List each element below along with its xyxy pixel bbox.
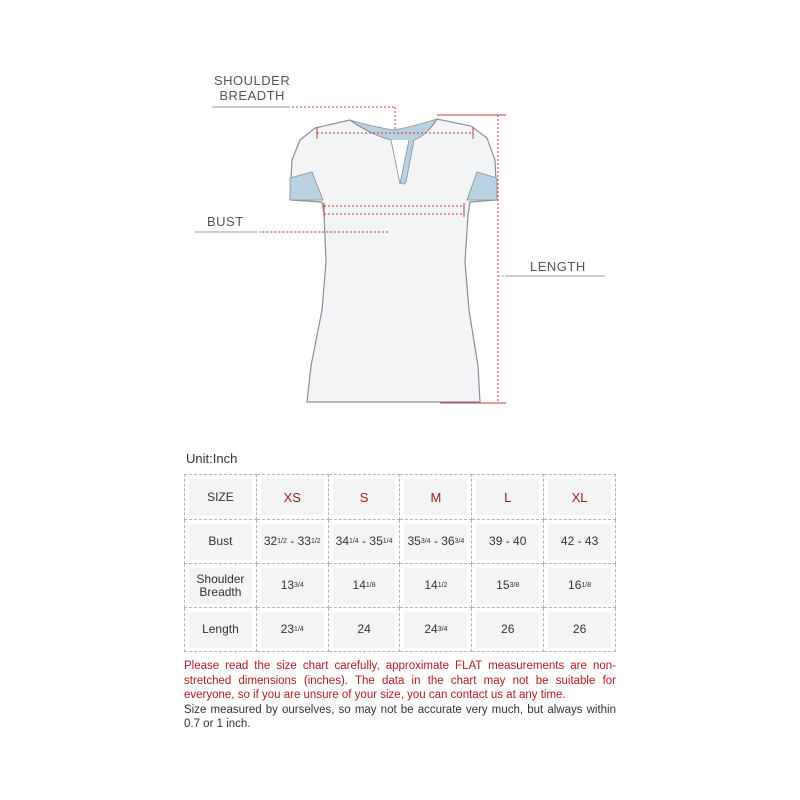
size-header-cell [400, 475, 472, 520]
shoulder-l-value: 15 3/8 [476, 568, 539, 604]
size-header-label-cell [185, 475, 257, 520]
notes-red-text: Please read the size chart carefully, approximate FLAT measurements are non-stretched dimensions (inches). The data in the chart may not be suitable for everyone, so if you are unsure of your size, you can contact us at any time. [184, 660, 616, 701]
table-cell [328, 608, 400, 652]
table-cell [472, 608, 544, 652]
length-label: LENGTH [530, 259, 586, 274]
size-header-cell [472, 475, 544, 520]
measure-whole: 23 [280, 622, 295, 636]
length-xl-value: 26 [548, 612, 611, 648]
measure-whole: 35 [369, 534, 383, 548]
table-cell [400, 564, 472, 608]
measure-whole: 13 [280, 578, 295, 592]
measure-whole: 24 [424, 622, 438, 636]
table-cell [256, 520, 328, 564]
row-label-shoulder-line1: Shoulder [196, 571, 245, 586]
size-header-l: L [476, 479, 539, 515]
size-table [184, 474, 616, 652]
table-cell [472, 520, 544, 564]
shoulder-label-line2: BREADTH [219, 88, 285, 103]
row-label-length: Length [189, 612, 252, 648]
row-label-cell [185, 564, 257, 608]
table-cell [256, 608, 328, 652]
measure-whole: 14 [424, 578, 438, 592]
row-label-cell [185, 608, 257, 652]
table-cell [400, 608, 472, 652]
bust-xl-value: 42 - 43 [548, 524, 611, 560]
bust-xs-value: 32 1/2 - 33 1/2 [261, 524, 324, 560]
size-header-cell [544, 475, 616, 520]
size-header-label: SIZE [189, 479, 252, 515]
bust-label: BUST [207, 214, 244, 229]
size-header-cell [256, 475, 328, 520]
measure-whole: 14 [352, 578, 366, 592]
measure-whole: 16 [568, 578, 582, 592]
table-cell [328, 564, 400, 608]
size-header-s: S [333, 479, 396, 515]
table-cell [544, 520, 616, 564]
notes-dark-text: Size measured by ourselves, so may not be accurate very much, but always within 0.7 or 1 inch. [184, 703, 616, 730]
row-label-shoulder-line2: Breadth [199, 584, 242, 599]
measure-whole: 35 [407, 534, 421, 548]
measure-whole: 34 [335, 534, 349, 548]
length-m-value: 24 3/4 [404, 612, 467, 648]
size-notes [184, 659, 616, 732]
shoulder-label-line1: SHOULDER [214, 73, 291, 88]
size-header-xs: XS [261, 479, 324, 515]
shoulder-xl-value: 16 1/8 [548, 568, 611, 604]
table-cell [472, 564, 544, 608]
bust-l-value: 39 - 40 [476, 524, 539, 560]
shoulder-m-value: 14 1/2 [404, 568, 467, 604]
bust-s-value: 34 1/4 - 35 1/4 [333, 524, 396, 560]
length-s-value: 24 [333, 612, 396, 648]
size-header-cell [328, 475, 400, 520]
measure-whole: 36 [441, 534, 455, 548]
size-header-m: M [404, 479, 467, 515]
size-header-xl: XL [548, 479, 611, 515]
table-cell [328, 520, 400, 564]
table-row-shoulder [185, 564, 616, 608]
table-cell [256, 564, 328, 608]
length-xs-value: 23 1/4 [261, 612, 324, 648]
shoulder-s-value: 14 1/8 [333, 568, 396, 604]
table-cell [544, 608, 616, 652]
row-label-bust: Bust [189, 524, 252, 560]
row-label-shoulder [189, 568, 252, 604]
row-label-cell [185, 520, 257, 564]
unit-label: Unit:Inch [186, 451, 238, 466]
measure-whole: 33 [297, 534, 311, 548]
shirt-body [290, 119, 497, 402]
length-l-value: 26 [476, 612, 539, 648]
table-row-bust [185, 520, 616, 564]
table-cell [400, 520, 472, 564]
table-row-length [185, 608, 616, 652]
table-header-row [185, 475, 616, 520]
shoulder-breadth-label [214, 73, 290, 103]
bust-m-value: 35 3/4 - 36 3/4 [404, 524, 467, 560]
table-cell [544, 564, 616, 608]
measure-whole: 15 [496, 578, 510, 592]
measure-whole: 32 [263, 534, 278, 548]
shoulder-xs-value: 13 3/4 [261, 568, 324, 604]
